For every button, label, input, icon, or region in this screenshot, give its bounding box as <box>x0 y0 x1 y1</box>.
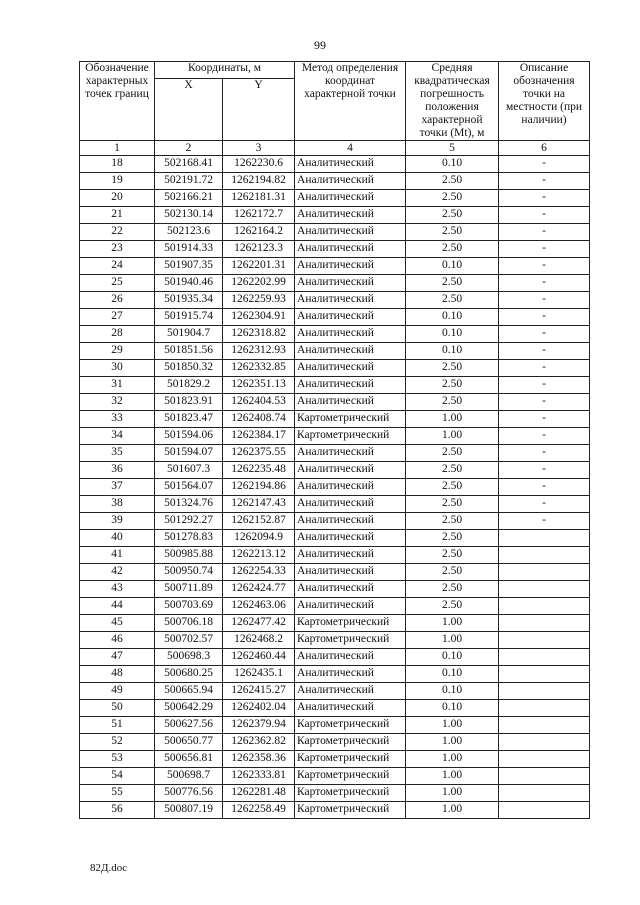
table-row <box>80 717 590 734</box>
description-cell <box>499 700 590 717</box>
description-cell <box>499 564 590 581</box>
method-cell: Аналитический <box>295 241 406 258</box>
error-cell: 0.10 <box>406 343 499 360</box>
error-cell: 2.50 <box>406 547 499 564</box>
column-number: 1 <box>80 141 155 156</box>
y-coordinate-cell: 1262332.85 <box>223 360 295 377</box>
y-coordinate-cell: 1262213.12 <box>223 547 295 564</box>
header-coordinates: Координаты, м <box>155 62 295 79</box>
error-cell: 1.00 <box>406 802 499 819</box>
method-cell: Аналитический <box>295 292 406 309</box>
description-cell <box>499 734 590 751</box>
method-cell: Аналитический <box>295 360 406 377</box>
point-number-cell: 44 <box>80 598 155 615</box>
point-number-cell: 28 <box>80 326 155 343</box>
column-number: 3 <box>223 141 295 156</box>
table-row <box>80 343 590 360</box>
error-cell: 1.00 <box>406 428 499 445</box>
y-coordinate-cell: 1262258.49 <box>223 802 295 819</box>
x-coordinate-cell: 502130.14 <box>155 207 223 224</box>
y-coordinate-cell: 1262477.42 <box>223 615 295 632</box>
x-coordinate-cell: 500711.89 <box>155 581 223 598</box>
method-cell: Картометрический <box>295 734 406 751</box>
description-cell: - <box>499 326 590 343</box>
description-cell: - <box>499 292 590 309</box>
point-number-cell: 49 <box>80 683 155 700</box>
error-cell: 0.10 <box>406 666 499 683</box>
table-row <box>80 649 590 666</box>
table-row <box>80 275 590 292</box>
header-row-1 <box>80 62 590 79</box>
description-cell <box>499 785 590 802</box>
table-row <box>80 309 590 326</box>
x-coordinate-cell: 501278.83 <box>155 530 223 547</box>
method-cell: Картометрический <box>295 802 406 819</box>
point-number-cell: 21 <box>80 207 155 224</box>
method-cell: Аналитический <box>295 173 406 190</box>
error-cell: 1.00 <box>406 734 499 751</box>
table-row <box>80 394 590 411</box>
error-cell: 2.50 <box>406 190 499 207</box>
point-number-cell: 54 <box>80 768 155 785</box>
table-row <box>80 462 590 479</box>
x-coordinate-cell: 502191.72 <box>155 173 223 190</box>
method-cell: Картометрический <box>295 768 406 785</box>
table-row <box>80 156 590 173</box>
x-coordinate-cell: 502168.41 <box>155 156 223 173</box>
point-number-cell: 40 <box>80 530 155 547</box>
x-coordinate-cell: 502123.6 <box>155 224 223 241</box>
column-number-row <box>80 141 590 156</box>
description-cell: - <box>499 309 590 326</box>
table-row <box>80 496 590 513</box>
error-cell: 0.10 <box>406 326 499 343</box>
error-cell: 1.00 <box>406 411 499 428</box>
table-row <box>80 224 590 241</box>
x-coordinate-cell: 501907.35 <box>155 258 223 275</box>
error-cell: 2.50 <box>406 445 499 462</box>
x-coordinate-cell: 501915.74 <box>155 309 223 326</box>
error-cell: 2.50 <box>406 394 499 411</box>
point-number-cell: 29 <box>80 343 155 360</box>
point-number-cell: 33 <box>80 411 155 428</box>
x-coordinate-cell: 501594.06 <box>155 428 223 445</box>
description-cell: - <box>499 513 590 530</box>
description-cell: - <box>499 173 590 190</box>
method-cell: Аналитический <box>295 513 406 530</box>
method-cell: Аналитический <box>295 581 406 598</box>
table-row <box>80 751 590 768</box>
point-number-cell: 23 <box>80 241 155 258</box>
point-number-cell: 26 <box>80 292 155 309</box>
point-number-cell: 18 <box>80 156 155 173</box>
error-cell: 0.10 <box>406 649 499 666</box>
header-description: Описание обозначения точки на местности (при наличии) <box>499 62 590 141</box>
y-coordinate-cell: 1262281.48 <box>223 785 295 802</box>
method-cell: Картометрический <box>295 615 406 632</box>
description-cell <box>499 717 590 734</box>
table-row <box>80 683 590 700</box>
y-coordinate-cell: 1262254.33 <box>223 564 295 581</box>
x-coordinate-cell: 500706.18 <box>155 615 223 632</box>
table-row <box>80 173 590 190</box>
y-coordinate-cell: 1262362.82 <box>223 734 295 751</box>
description-cell: - <box>499 241 590 258</box>
error-cell: 2.50 <box>406 360 499 377</box>
error-cell: 2.50 <box>406 377 499 394</box>
error-cell: 2.50 <box>406 173 499 190</box>
method-cell: Аналитический <box>295 156 406 173</box>
error-cell: 1.00 <box>406 632 499 649</box>
point-number-cell: 51 <box>80 717 155 734</box>
point-number-cell: 35 <box>80 445 155 462</box>
point-number-cell: 37 <box>80 479 155 496</box>
x-coordinate-cell: 500776.56 <box>155 785 223 802</box>
error-cell: 0.10 <box>406 683 499 700</box>
point-number-cell: 20 <box>80 190 155 207</box>
y-coordinate-cell: 1262435.1 <box>223 666 295 683</box>
method-cell: Картометрический <box>295 428 406 445</box>
y-coordinate-cell: 1262123.3 <box>223 241 295 258</box>
x-coordinate-cell: 500650.77 <box>155 734 223 751</box>
table-body <box>80 156 590 819</box>
method-cell: Аналитический <box>295 445 406 462</box>
point-number-cell: 48 <box>80 666 155 683</box>
table-row <box>80 241 590 258</box>
x-coordinate-cell: 501324.76 <box>155 496 223 513</box>
method-cell: Аналитический <box>295 666 406 683</box>
table-row <box>80 530 590 547</box>
table-row <box>80 207 590 224</box>
y-coordinate-cell: 1262164.2 <box>223 224 295 241</box>
x-coordinate-cell: 500680.25 <box>155 666 223 683</box>
y-coordinate-cell: 1262379.94 <box>223 717 295 734</box>
method-cell: Картометрический <box>295 632 406 649</box>
description-cell <box>499 632 590 649</box>
method-cell: Аналитический <box>295 207 406 224</box>
header-error: Средняя квадратическая погрешность положения характерной точки (Mt), м <box>406 62 499 141</box>
x-coordinate-cell: 500950.74 <box>155 564 223 581</box>
method-cell: Аналитический <box>295 598 406 615</box>
point-number-cell: 38 <box>80 496 155 513</box>
x-coordinate-cell: 500703.69 <box>155 598 223 615</box>
point-number-cell: 32 <box>80 394 155 411</box>
point-number-cell: 19 <box>80 173 155 190</box>
y-coordinate-cell: 1262415.27 <box>223 683 295 700</box>
point-number-cell: 27 <box>80 309 155 326</box>
table-row <box>80 513 590 530</box>
x-coordinate-cell: 500698.7 <box>155 768 223 785</box>
description-cell: - <box>499 207 590 224</box>
error-cell: 2.50 <box>406 564 499 581</box>
error-cell: 1.00 <box>406 785 499 802</box>
x-coordinate-cell: 500656.81 <box>155 751 223 768</box>
point-number-cell: 45 <box>80 615 155 632</box>
description-cell: - <box>499 224 590 241</box>
point-number-cell: 31 <box>80 377 155 394</box>
table-row <box>80 598 590 615</box>
y-coordinate-cell: 1262333.81 <box>223 768 295 785</box>
method-cell: Аналитический <box>295 190 406 207</box>
description-cell <box>499 615 590 632</box>
error-cell: 2.50 <box>406 224 499 241</box>
method-cell: Аналитический <box>295 700 406 717</box>
description-cell: - <box>499 377 590 394</box>
y-coordinate-cell: 1262201.31 <box>223 258 295 275</box>
x-coordinate-cell: 502166.21 <box>155 190 223 207</box>
point-number-cell: 52 <box>80 734 155 751</box>
error-cell: 2.50 <box>406 462 499 479</box>
y-coordinate-cell: 1262312.93 <box>223 343 295 360</box>
point-number-cell: 47 <box>80 649 155 666</box>
error-cell: 2.50 <box>406 598 499 615</box>
y-coordinate-cell: 1262408.74 <box>223 411 295 428</box>
y-coordinate-cell: 1262402.04 <box>223 700 295 717</box>
table-row <box>80 326 590 343</box>
description-cell: - <box>499 258 590 275</box>
description-cell <box>499 666 590 683</box>
point-number-cell: 30 <box>80 360 155 377</box>
y-coordinate-cell: 1262424.77 <box>223 581 295 598</box>
y-coordinate-cell: 1262318.82 <box>223 326 295 343</box>
point-number-cell: 22 <box>80 224 155 241</box>
x-coordinate-cell: 501564.07 <box>155 479 223 496</box>
method-cell: Аналитический <box>295 275 406 292</box>
table-row <box>80 190 590 207</box>
description-cell <box>499 649 590 666</box>
point-number-cell: 24 <box>80 258 155 275</box>
table-row <box>80 700 590 717</box>
x-coordinate-cell: 501935.34 <box>155 292 223 309</box>
point-number-cell: 42 <box>80 564 155 581</box>
error-cell: 2.50 <box>406 530 499 547</box>
y-coordinate-cell: 1262230.6 <box>223 156 295 173</box>
error-cell: 1.00 <box>406 615 499 632</box>
description-cell <box>499 530 590 547</box>
column-number: 5 <box>406 141 499 156</box>
y-coordinate-cell: 1262172.7 <box>223 207 295 224</box>
x-coordinate-cell: 500627.56 <box>155 717 223 734</box>
table-row <box>80 292 590 309</box>
x-coordinate-cell: 500698.3 <box>155 649 223 666</box>
description-cell <box>499 751 590 768</box>
table-row <box>80 360 590 377</box>
method-cell: Аналитический <box>295 564 406 581</box>
point-number-cell: 39 <box>80 513 155 530</box>
x-coordinate-cell: 501829.2 <box>155 377 223 394</box>
footer-filename: 82Д.doc <box>90 862 128 874</box>
x-coordinate-cell: 501851.56 <box>155 343 223 360</box>
method-cell: Аналитический <box>295 649 406 666</box>
column-number: 4 <box>295 141 406 156</box>
error-cell: 2.50 <box>406 207 499 224</box>
method-cell: Аналитический <box>295 462 406 479</box>
table-row <box>80 802 590 819</box>
y-coordinate-cell: 1262351.13 <box>223 377 295 394</box>
table-row <box>80 666 590 683</box>
x-coordinate-cell: 501292.27 <box>155 513 223 530</box>
method-cell: Аналитический <box>295 683 406 700</box>
table-row <box>80 615 590 632</box>
x-coordinate-cell: 501823.91 <box>155 394 223 411</box>
error-cell: 2.50 <box>406 241 499 258</box>
description-cell <box>499 802 590 819</box>
description-cell: - <box>499 156 590 173</box>
header-x: X <box>155 79 223 141</box>
x-coordinate-cell: 500642.29 <box>155 700 223 717</box>
method-cell: Аналитический <box>295 530 406 547</box>
table-row <box>80 445 590 462</box>
y-coordinate-cell: 1262460.44 <box>223 649 295 666</box>
point-number-cell: 36 <box>80 462 155 479</box>
method-cell: Картометрический <box>295 751 406 768</box>
error-cell: 1.00 <box>406 768 499 785</box>
description-cell <box>499 547 590 564</box>
y-coordinate-cell: 1262235.48 <box>223 462 295 479</box>
y-coordinate-cell: 1262202.99 <box>223 275 295 292</box>
point-number-cell: 55 <box>80 785 155 802</box>
description-cell: - <box>499 275 590 292</box>
method-cell: Аналитический <box>295 224 406 241</box>
error-cell: 0.10 <box>406 700 499 717</box>
table-row <box>80 411 590 428</box>
method-cell: Аналитический <box>295 309 406 326</box>
column-number: 2 <box>155 141 223 156</box>
header-y: Y <box>223 79 295 141</box>
x-coordinate-cell: 501823.47 <box>155 411 223 428</box>
table-row <box>80 768 590 785</box>
point-number-cell: 50 <box>80 700 155 717</box>
table-row <box>80 428 590 445</box>
description-cell: - <box>499 343 590 360</box>
column-number: 6 <box>499 141 590 156</box>
method-cell: Аналитический <box>295 394 406 411</box>
page-number: 99 <box>314 38 326 52</box>
y-coordinate-cell: 1262259.93 <box>223 292 295 309</box>
y-coordinate-cell: 1262194.82 <box>223 173 295 190</box>
error-cell: 2.50 <box>406 292 499 309</box>
table-row <box>80 581 590 598</box>
point-number-cell: 46 <box>80 632 155 649</box>
x-coordinate-cell: 501914.33 <box>155 241 223 258</box>
y-coordinate-cell: 1262304.91 <box>223 309 295 326</box>
method-cell: Картометрический <box>295 411 406 428</box>
point-number-cell: 53 <box>80 751 155 768</box>
method-cell: Картометрический <box>295 717 406 734</box>
table-row <box>80 632 590 649</box>
point-number-cell: 56 <box>80 802 155 819</box>
description-cell: - <box>499 445 590 462</box>
error-cell: 0.10 <box>406 258 499 275</box>
method-cell: Аналитический <box>295 377 406 394</box>
error-cell: 2.50 <box>406 581 499 598</box>
description-cell <box>499 581 590 598</box>
x-coordinate-cell: 500702.57 <box>155 632 223 649</box>
y-coordinate-cell: 1262463.06 <box>223 598 295 615</box>
method-cell: Аналитический <box>295 547 406 564</box>
point-number-cell: 34 <box>80 428 155 445</box>
point-number-cell: 41 <box>80 547 155 564</box>
description-cell: - <box>499 394 590 411</box>
point-number-cell: 43 <box>80 581 155 598</box>
x-coordinate-cell: 500985.88 <box>155 547 223 564</box>
description-cell <box>499 768 590 785</box>
description-cell: - <box>499 479 590 496</box>
error-cell: 1.00 <box>406 717 499 734</box>
description-cell: - <box>499 496 590 513</box>
y-coordinate-cell: 1262375.55 <box>223 445 295 462</box>
y-coordinate-cell: 1262094.9 <box>223 530 295 547</box>
description-cell: - <box>499 411 590 428</box>
y-coordinate-cell: 1262152.87 <box>223 513 295 530</box>
x-coordinate-cell: 501904.7 <box>155 326 223 343</box>
error-cell: 0.10 <box>406 309 499 326</box>
error-cell: 2.50 <box>406 275 499 292</box>
error-cell: 2.50 <box>406 513 499 530</box>
y-coordinate-cell: 1262468.2 <box>223 632 295 649</box>
description-cell: - <box>499 462 590 479</box>
method-cell: Аналитический <box>295 496 406 513</box>
description-cell: - <box>499 428 590 445</box>
error-cell: 0.10 <box>406 156 499 173</box>
x-coordinate-cell: 501594.07 <box>155 445 223 462</box>
method-cell: Аналитический <box>295 479 406 496</box>
x-coordinate-cell: 501607.3 <box>155 462 223 479</box>
description-cell: - <box>499 360 590 377</box>
table-row <box>80 785 590 802</box>
point-number-cell: 25 <box>80 275 155 292</box>
table-row <box>80 547 590 564</box>
header-method: Метод определения координат характерной точки <box>295 62 406 141</box>
error-cell: 1.00 <box>406 751 499 768</box>
method-cell: Аналитический <box>295 343 406 360</box>
method-cell: Картометрический <box>295 785 406 802</box>
coordinates-table <box>79 61 590 819</box>
table-row <box>80 479 590 496</box>
error-cell: 2.50 <box>406 479 499 496</box>
y-coordinate-cell: 1262194.86 <box>223 479 295 496</box>
x-coordinate-cell: 500665.94 <box>155 683 223 700</box>
description-cell <box>499 598 590 615</box>
x-coordinate-cell: 500807.19 <box>155 802 223 819</box>
error-cell: 2.50 <box>406 496 499 513</box>
table-row <box>80 377 590 394</box>
table-row <box>80 258 590 275</box>
x-coordinate-cell: 501850.32 <box>155 360 223 377</box>
method-cell: Аналитический <box>295 326 406 343</box>
x-coordinate-cell: 501940.46 <box>155 275 223 292</box>
y-coordinate-cell: 1262181.31 <box>223 190 295 207</box>
header-designation: Обозначение характерных точек границ <box>80 62 155 141</box>
y-coordinate-cell: 1262358.36 <box>223 751 295 768</box>
table-row <box>80 734 590 751</box>
y-coordinate-cell: 1262384.17 <box>223 428 295 445</box>
description-cell: - <box>499 190 590 207</box>
y-coordinate-cell: 1262404.53 <box>223 394 295 411</box>
table-row <box>80 564 590 581</box>
description-cell <box>499 683 590 700</box>
y-coordinate-cell: 1262147.43 <box>223 496 295 513</box>
method-cell: Аналитический <box>295 258 406 275</box>
